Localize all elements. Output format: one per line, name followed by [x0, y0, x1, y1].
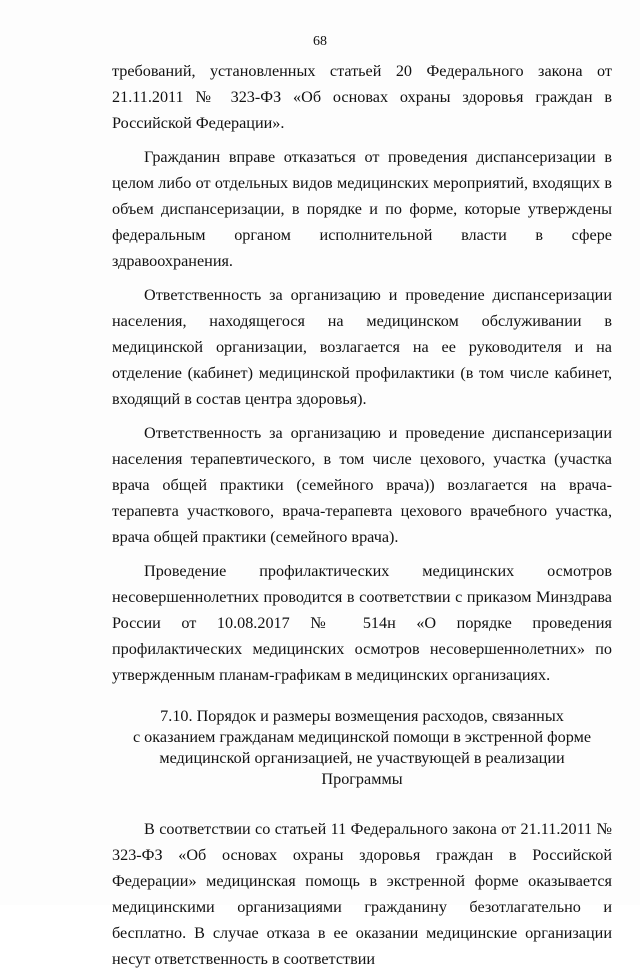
- paragraph-emergency-care: В соответствии со статьей 11 Федерального закона от 21.11.2011 № 323-ФЗ «Об основах охраны здоровья граждан в Российской Федерации» медицинская помощь в экстренной форме оказывается медицинскими организациями гражданину безотлагательно и бесплатно. В случае отказа в ее оказании медицинские организации несут ответственность в соответствии: [112, 820, 612, 968]
- paragraph-minor-examinations: Проведение профилактических медицинских осмотров несовершеннолетних проводится в соответствии с приказом Минздрава России от 10.08.2017 № 514н «О порядке проведения профилактических медицинских осмотров несовершеннолетних» по утвержденным планам-графикам в медицинских организациях.: [112, 562, 612, 684]
- section-heading: [112, 706, 612, 790]
- paragraph-refusal-right: Гражданин вправе отказаться от проведения диспансеризации в целом либо от отдельных видов медицинских мероприятий, входящих в объем диспансеризации, в порядке и по форме, которые утверждены федеральным органом исполнительной власти в сфере здравоохранения.: [112, 148, 612, 270]
- section-heading-line: Программы: [321, 770, 403, 788]
- paragraph-continuation: требований, установленных статьей 20 Федерального закона от 21.11.2011 № 323-ФЗ «Об основах охраны здоровья граждан в Российской Федерации».: [112, 62, 612, 132]
- section-heading-line: медицинской организацией, не участвующей в реализации: [159, 749, 565, 767]
- section-heading-line: 7.10. Порядок и размеры возмещения расходов, связанных: [160, 707, 564, 725]
- section-heading-line: с оказанием гражданам медицинской помощи в экстренной форме: [132, 728, 592, 746]
- paragraph-responsibility-district: Ответственность за организацию и проведение диспансеризации населения терапевтического, в том числе цехового, участка (участка врача общей практики (семейного врача)) возлагается на врача-терапевта участкового, врача-терапевта цехового врачебного участка, врача общей практики (семейного врача).: [112, 424, 612, 546]
- document-body: [112, 58, 612, 972]
- paragraph-responsibility-organization: Ответственность за организацию и проведение диспансеризации населения, находящегося на медицинском обслуживании в медицинской организации, возлагается на ее руководителя и на отделение (кабинет) медицинской профилактики (в том числе кабинет, входящий в состав центра здоровья).: [112, 286, 612, 408]
- page-number: 68: [313, 34, 327, 49]
